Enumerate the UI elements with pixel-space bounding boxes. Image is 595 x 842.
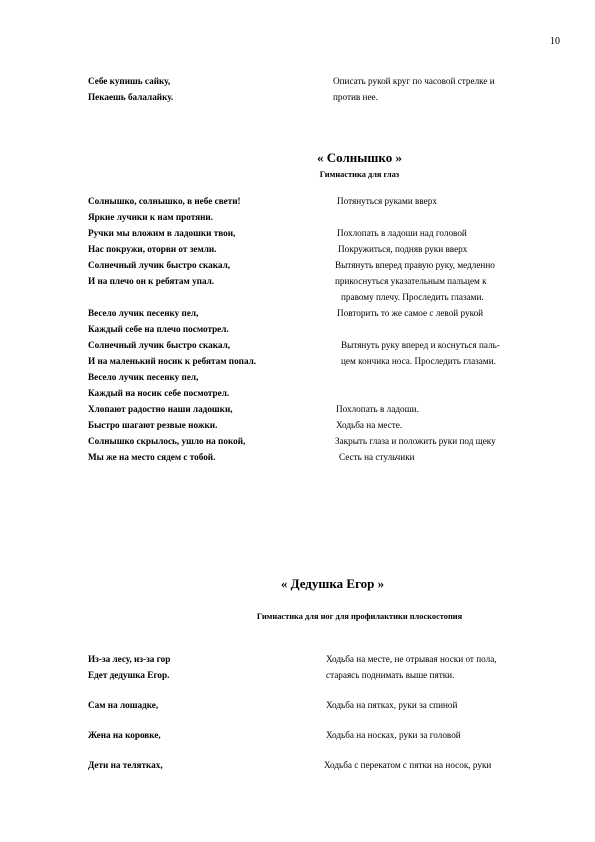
text-row [0, 420, 595, 436]
instruction-line: Закрыть глаза и положить руки под щеку [335, 436, 496, 446]
page-number: 10 [550, 36, 560, 47]
text-row [0, 670, 595, 686]
verse-line: Ручки мы вложим в ладошки твои, [88, 228, 236, 238]
text-row [0, 388, 595, 404]
text-row [0, 654, 595, 670]
text-row [0, 700, 595, 716]
text-row [0, 452, 595, 468]
verse-line: Солнечный лучик быстро скакал, [88, 260, 231, 270]
instruction-line: правому плечу. Проследить глазами. [341, 292, 484, 302]
instruction-line: Ходьба на месте, не отрывая носки от пола, [326, 654, 497, 664]
instruction-line: Ходьба на пятках, руки за спиной [326, 700, 458, 710]
instruction-line: цем кончика носа. Проследить глазами. [341, 356, 496, 366]
instruction-line: Ходьба с перекатом с пятки на носок, руки [324, 760, 492, 770]
instruction-line: Покружиться, подняв руки вверх [338, 244, 468, 254]
verse-line: Нас покружи, оторви от земли. [88, 244, 217, 254]
section-subtitle: Гимнастика для глаз [319, 170, 400, 179]
text-row [0, 276, 595, 292]
text-row [0, 372, 595, 388]
verse-line: Хлопают радостно наши ладошки, [88, 404, 233, 414]
verse-line: Из-за лесу, из-за гор [88, 654, 171, 664]
text-row [0, 404, 595, 420]
verse-line: Весело лучик песенку пел, [88, 308, 199, 318]
instruction-line: стараясь поднимать выше пятки. [326, 670, 455, 680]
instruction-line: Сесть на стульчики [339, 452, 415, 462]
text-row [0, 244, 595, 260]
verse-line: Солнечный лучик быстро скакал, [88, 340, 231, 350]
text-row [0, 196, 595, 212]
verse-line: Солнышко скрылось, ушло на покой, [88, 436, 246, 446]
verse-line: Каждый себе на плечо посмотрел. [88, 324, 229, 334]
verse-line: Себе купишь сайку, [88, 76, 171, 86]
instruction-line: Похлопать в ладоши. [336, 404, 419, 414]
instruction-line: Похлопать в ладоши над головой [337, 228, 467, 238]
verse-line: Весело лучик песенку пел, [88, 372, 199, 382]
instruction-line: против нее. [333, 92, 378, 102]
instruction-line: Ходьба на носках, руки за головой [326, 730, 461, 740]
verse-line: Сам на лошадке, [88, 700, 159, 710]
instruction-line: Ходьба на месте. [336, 420, 403, 430]
instruction-line: Вытянуть руку вперед и коснуться паль- [341, 340, 500, 350]
text-row [0, 324, 595, 340]
verse-line: Быстро шагают резвые ножки. [88, 420, 218, 430]
text-row [0, 92, 595, 108]
verse-line: И на маленький носик к ребятам попал. [88, 356, 257, 366]
verse-line: Дети на телятках, [88, 760, 163, 770]
text-row [0, 436, 595, 452]
text-row [0, 730, 595, 746]
instruction-line: Описать рукой круг по часовой стрелке и [333, 76, 495, 86]
text-row [0, 212, 595, 228]
text-row [0, 76, 595, 92]
verse-line: Жена на коровке, [88, 730, 161, 740]
section-subtitle: Гимнастика для ног для профилактики плоскостопия [256, 612, 463, 621]
instruction-line: прикоснуться указательным пальцем к [335, 276, 487, 286]
verse-line: И на плечо он к ребятам упал. [88, 276, 215, 286]
section-title: « Дедушка Егор » [280, 576, 385, 591]
verse-line: Яркие лучики к нам протяни. [88, 212, 213, 222]
verse-line: Пекаешь балалайку. [88, 92, 174, 102]
text-row [0, 308, 595, 324]
instruction-line: Повторить то же самое с левой рукой [337, 308, 484, 318]
verse-line: Солнышко, солнышко, в небе свети! [88, 196, 241, 206]
verse-line: Едет дедушка Егор. [88, 670, 170, 680]
text-row [0, 260, 595, 276]
text-row [0, 228, 595, 244]
section-title: « Солнышко » [317, 150, 402, 165]
verse-line: Каждый на носик себе посмотрел. [88, 388, 230, 398]
instruction-line: Потянуться руками вверх [337, 196, 437, 206]
text-row [0, 356, 595, 372]
text-row [0, 760, 595, 776]
verse-line: Мы же на место сядем с тобой. [88, 452, 216, 462]
instruction-line: Вытянуть вперед правую руку, медленно [335, 260, 495, 270]
text-row [0, 340, 595, 356]
text-row [0, 292, 595, 308]
